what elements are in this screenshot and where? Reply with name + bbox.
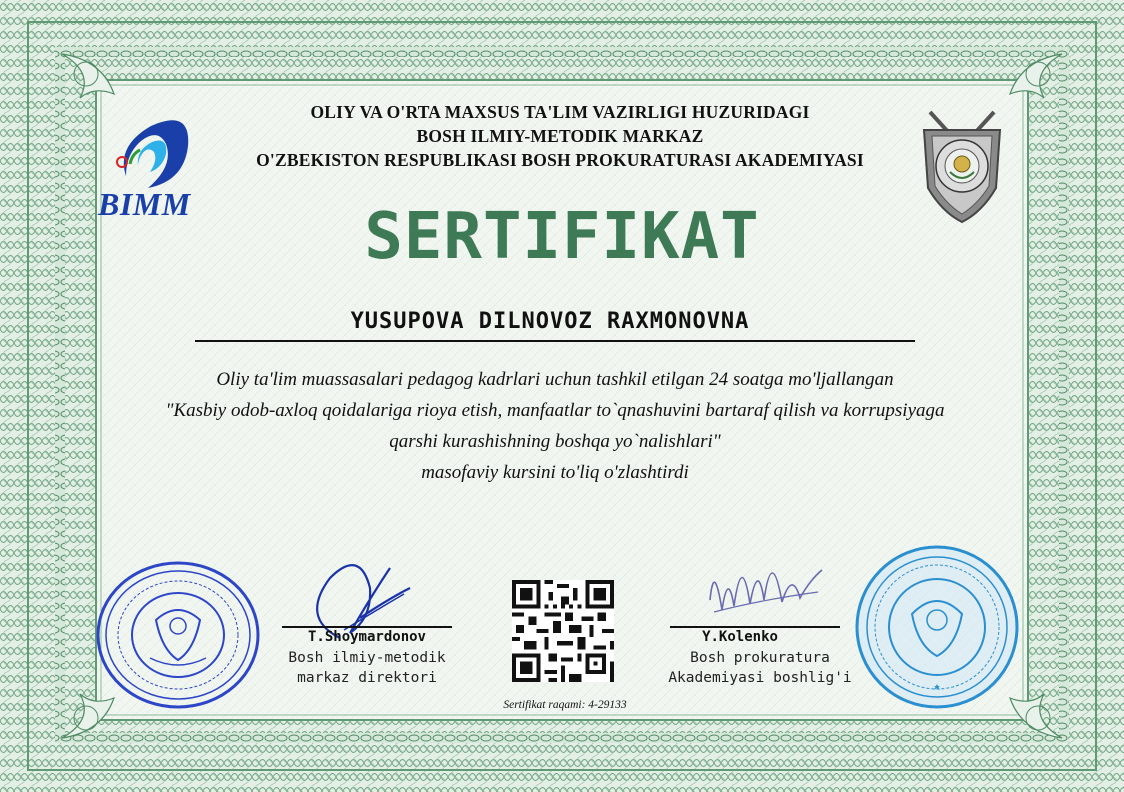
- certificate-number: Sertifikat raqami: 4-29133: [503, 699, 627, 711]
- header-line-2: BOSH ILMIY-METODIK MARKAZ: [416, 126, 704, 146]
- certificate-title: SERTIFIKAT: [364, 200, 760, 274]
- recipient-name: YUSUPOVA DILNOVOZ RAXMONOVNA: [350, 309, 750, 334]
- header-line-1: OLIY VA O'RTA MAXSUS TA'LIM VAZIRLIGI HUZURIDAGI: [310, 102, 810, 122]
- body-line-1: Oliy ta'lim muassasalari pedagog kadrlari uchun tashkil etilgan 24 soatga mo'ljallangan: [216, 369, 894, 390]
- header-line-3: O'ZBEKISTON RESPUBLIKASI BOSH PROKURATURASI AKADEMIYASI: [256, 150, 864, 170]
- body-line-3: qarshi kurashishning boshqa yo`nalishlari": [389, 431, 721, 452]
- right-signatory-name: Y.Kolenko: [702, 629, 778, 645]
- left-title-line-2: markaz direktori: [297, 670, 437, 686]
- body-line-4: masofaviy kursini to'liq o'zlashtirdi: [421, 462, 689, 483]
- right-signatory-title: [640, 648, 880, 688]
- left-round-seal-icon: [94, 560, 262, 710]
- left-signature-line: [282, 626, 452, 628]
- issuer-header: [200, 100, 920, 172]
- name-underline: [195, 340, 915, 342]
- right-round-seal-icon: [852, 544, 1022, 710]
- left-signatory-name: T.Shoymardonov: [307, 629, 426, 645]
- right-signature-icon: [700, 540, 830, 630]
- logo-text: BIMM: [98, 186, 191, 222]
- right-title-line-1: Bosh prokuratura: [690, 650, 830, 666]
- qr-code-icon[interactable]: [512, 580, 614, 682]
- left-title-line-1: Bosh ilmiy-metodik: [288, 650, 446, 666]
- left-signatory-title: [252, 648, 482, 688]
- right-signature-line: [670, 626, 840, 628]
- body-line-2: "Kasbiy odob-axloq qoidalariga rioya etish, manfaatlar to`qnashuvini bartaraf qilish va korrupsiyaga: [165, 400, 945, 421]
- certificate-body: [100, 364, 1010, 488]
- right-title-line-2: Akademiyasi boshlig'i: [668, 670, 852, 686]
